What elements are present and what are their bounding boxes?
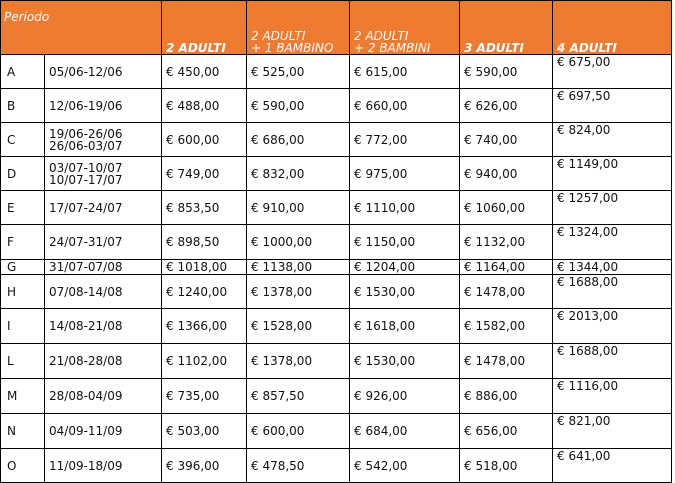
price-2-adulti-1-bambino: € 1000,00 [247, 225, 350, 260]
period-dates [45, 414, 162, 449]
price-4-adulti: € 1116,00 [553, 379, 672, 414]
table-row [1, 260, 672, 275]
period-dates [45, 449, 162, 483]
price-2-adulti-2-bambini: € 615,00 [350, 55, 460, 89]
price-2-adulti: € 735,00 [162, 379, 247, 414]
price-3-adulti: € 656,00 [460, 414, 553, 449]
period-letter: A [1, 55, 45, 89]
period-letter: N [1, 414, 45, 449]
period-dates [45, 225, 162, 260]
price-2-adulti: € 1366,00 [162, 309, 247, 344]
table-body [1, 55, 672, 483]
date-range: 03/07-10/07 [49, 160, 123, 175]
period-letter: C [1, 123, 45, 157]
price-2-adulti: € 450,00 [162, 55, 247, 89]
table-row [1, 414, 672, 449]
header-row [1, 1, 672, 55]
period-letter: M [1, 379, 45, 414]
price-4-adulti: € 641,00 [553, 449, 672, 483]
price-2-adulti: € 600,00 [162, 123, 247, 157]
price-4-adulti: € 824,00 [553, 123, 672, 157]
price-2-adulti-2-bambini: € 1204,00 [350, 260, 460, 275]
price-3-adulti: € 886,00 [460, 379, 553, 414]
date-range: 10/07-17/07 [49, 172, 123, 187]
date-range: 07/08-14/08 [49, 284, 123, 299]
table-row [1, 344, 672, 379]
table-row [1, 275, 672, 309]
period-dates [45, 275, 162, 309]
price-2-adulti-1-bambino: € 910,00 [247, 191, 350, 225]
price-2-adulti-1-bambino: € 832,00 [247, 157, 350, 191]
table-row [1, 123, 672, 157]
table-row [1, 191, 672, 225]
date-range: 14/08-21/08 [49, 319, 123, 333]
date-range: 04/09-11/09 [49, 424, 123, 438]
period-dates [45, 260, 162, 275]
price-4-adulti: € 1344,00 [553, 260, 672, 275]
date-range: 26/06-03/07 [49, 138, 123, 153]
price-2-adulti: € 1102,00 [162, 344, 247, 379]
price-2-adulti: € 503,00 [162, 414, 247, 449]
price-2-adulti-2-bambini: € 926,00 [350, 379, 460, 414]
price-4-adulti: € 1688,00 [553, 344, 672, 379]
header-line: 2 ADULTI [251, 29, 306, 43]
price-2-adulti-1-bambino: € 857,50 [247, 379, 350, 414]
price-3-adulti: € 518,00 [460, 449, 553, 483]
period-letter: B [1, 89, 45, 123]
price-2-adulti-1-bambino: € 1528,00 [247, 309, 350, 344]
price-2-adulti-2-bambini: € 542,00 [350, 449, 460, 483]
price-2-adulti-2-bambini: € 772,00 [350, 123, 460, 157]
price-3-adulti: € 1582,00 [460, 309, 553, 344]
period-letter: I [1, 309, 45, 344]
header-line: + 1 BAMBINO [251, 41, 334, 55]
price-2-adulti-2-bambini: € 975,00 [350, 157, 460, 191]
price-4-adulti: € 821,00 [553, 414, 672, 449]
period-dates [45, 89, 162, 123]
date-range: 17/07-24/07 [49, 200, 123, 215]
date-range: 11/09-18/09 [49, 458, 123, 473]
table-row [1, 309, 672, 344]
date-range: 05/06-12/06 [49, 64, 123, 79]
price-2-adulti-1-bambino: € 478,50 [247, 449, 350, 483]
price-3-adulti: € 1132,00 [460, 225, 553, 260]
price-3-adulti: € 940,00 [460, 157, 553, 191]
price-3-adulti: € 740,00 [460, 123, 553, 157]
period-letter: H [1, 275, 45, 309]
price-3-adulti: € 1478,00 [460, 275, 553, 309]
price-4-adulti: € 1257,00 [553, 191, 672, 225]
price-2-adulti-2-bambini: € 1530,00 [350, 275, 460, 309]
price-4-adulti: € 675,00 [553, 55, 672, 89]
period-dates [45, 309, 162, 344]
price-2-adulti-2-bambini: € 660,00 [350, 89, 460, 123]
table-row [1, 157, 672, 191]
header-4-adulti: 4 ADULTI [553, 1, 672, 55]
price-2-adulti-1-bambino: € 1378,00 [247, 344, 350, 379]
date-range: 28/08-04/09 [49, 389, 123, 403]
table-row [1, 225, 672, 260]
price-2-adulti: € 1018,00 [162, 260, 247, 275]
period-dates [45, 157, 162, 191]
price-2-adulti: € 898,50 [162, 225, 247, 260]
price-4-adulti: € 697,50 [553, 89, 672, 123]
table-row [1, 55, 672, 89]
price-3-adulti: € 1060,00 [460, 191, 553, 225]
period-dates [45, 344, 162, 379]
header-line: 2 ADULTI [354, 29, 409, 43]
price-4-adulti: € 1149,00 [553, 157, 672, 191]
period-dates [45, 123, 162, 157]
header-2-adulti-2-bambini [350, 1, 460, 55]
header-3-adulti: 3 ADULTI [460, 1, 553, 55]
price-2-adulti: € 749,00 [162, 157, 247, 191]
period-letter: D [1, 157, 45, 191]
price-3-adulti: € 1164,00 [460, 260, 553, 275]
header-line: + 2 BAMBINI [354, 41, 431, 55]
price-2-adulti-1-bambino: € 686,00 [247, 123, 350, 157]
price-2-adulti: € 488,00 [162, 89, 247, 123]
date-range: 19/06-26/06 [49, 126, 123, 141]
period-letter: G [1, 260, 45, 275]
price-2-adulti-1-bambino: € 600,00 [247, 414, 350, 449]
date-range: 21/08-28/08 [49, 354, 123, 368]
date-range: 31/07-07/08 [49, 260, 123, 274]
date-range: 12/06-19/06 [49, 98, 123, 113]
period-dates [45, 191, 162, 225]
period-letter: E [1, 191, 45, 225]
price-2-adulti-2-bambini: € 1530,00 [350, 344, 460, 379]
price-2-adulti: € 396,00 [162, 449, 247, 483]
price-2-adulti-1-bambino: € 1378,00 [247, 275, 350, 309]
price-2-adulti-1-bambino: € 590,00 [247, 89, 350, 123]
period-dates [45, 379, 162, 414]
price-2-adulti-1-bambino: € 525,00 [247, 55, 350, 89]
price-2-adulti: € 1240,00 [162, 275, 247, 309]
header-2-adulti: 2 ADULTI [162, 1, 247, 55]
price-3-adulti: € 590,00 [460, 55, 553, 89]
price-2-adulti-2-bambini: € 1618,00 [350, 309, 460, 344]
period-letter: L [1, 344, 45, 379]
price-4-adulti: € 1324,00 [553, 225, 672, 260]
header-periodo: Periodo [1, 1, 162, 55]
date-range: 24/07-31/07 [49, 235, 123, 249]
price-2-adulti-1-bambino: € 1138,00 [247, 260, 350, 275]
table-row [1, 449, 672, 483]
price-2-adulti-2-bambini: € 1150,00 [350, 225, 460, 260]
price-2-adulti: € 853,50 [162, 191, 247, 225]
table-row [1, 379, 672, 414]
price-2-adulti-2-bambini: € 1110,00 [350, 191, 460, 225]
price-3-adulti: € 1478,00 [460, 344, 553, 379]
period-dates [45, 55, 162, 89]
price-2-adulti-2-bambini: € 684,00 [350, 414, 460, 449]
price-4-adulti: € 2013,00 [553, 309, 672, 344]
period-letter: O [1, 449, 45, 483]
table-row [1, 89, 672, 123]
period-letter: F [1, 225, 45, 260]
header-2-adulti-1-bambino [247, 1, 350, 55]
price-4-adulti: € 1688,00 [553, 275, 672, 309]
price-3-adulti: € 626,00 [460, 89, 553, 123]
